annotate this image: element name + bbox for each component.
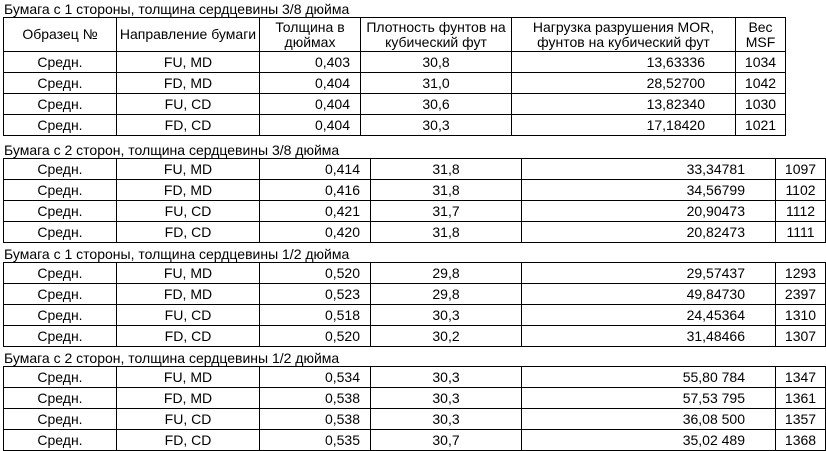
table-row xyxy=(4,388,826,409)
cell-density: 31,8 xyxy=(371,222,522,243)
cell-mor: 13,82340 xyxy=(512,94,736,115)
table-row xyxy=(4,73,786,94)
cell-mor: 55,80 784 xyxy=(522,367,776,388)
cell-thickness: 0,416 xyxy=(260,180,371,201)
cell-weight: 1042 xyxy=(736,73,786,94)
cell-direction: FU, CD xyxy=(117,409,260,430)
cell-sample: Средн. xyxy=(4,305,117,326)
cell-thickness: 0,420 xyxy=(260,222,371,243)
header-weight: Вес MSF xyxy=(736,18,786,52)
data-table-1 xyxy=(3,17,786,136)
cell-thickness: 0,535 xyxy=(260,430,371,451)
cell-density: 30,8 xyxy=(361,52,512,73)
table-row xyxy=(4,115,786,136)
cell-sample: Средн. xyxy=(4,201,117,222)
cell-mor: 33,34781 xyxy=(522,159,776,180)
cell-density: 31,8 xyxy=(371,180,522,201)
cell-thickness: 0,538 xyxy=(260,409,371,430)
table-row xyxy=(4,52,786,73)
cell-mor: 57,53 795 xyxy=(522,388,776,409)
cell-density: 31,8 xyxy=(371,159,522,180)
cell-mor: 31,48466 xyxy=(522,326,776,347)
header-thickness: Толщина в дюймах xyxy=(260,18,361,52)
cell-weight: 1357 xyxy=(776,409,826,430)
cell-mor: 13,63336 xyxy=(512,52,736,73)
cell-weight: 1111 xyxy=(776,222,826,243)
cell-sample: Средн. xyxy=(4,409,117,430)
data-table-3 xyxy=(3,262,826,347)
cell-thickness: 0,403 xyxy=(260,52,361,73)
cell-weight: 1102 xyxy=(776,180,826,201)
cell-mor: 20,82473 xyxy=(522,222,776,243)
cell-thickness: 0,421 xyxy=(260,201,371,222)
cell-weight: 1361 xyxy=(776,388,826,409)
header-density: Плотность фунтов на кубический фут xyxy=(361,18,512,52)
table-row xyxy=(4,180,826,201)
cell-direction: FU, MD xyxy=(117,52,260,73)
cell-thickness: 0,523 xyxy=(260,284,371,305)
table-row xyxy=(4,367,826,388)
cell-direction: FD, MD xyxy=(117,388,260,409)
cell-thickness: 0,404 xyxy=(260,73,361,94)
data-table-4 xyxy=(3,366,826,451)
cell-direction: FU, MD xyxy=(117,263,260,284)
cell-sample: Средн. xyxy=(4,430,117,451)
cell-sample: Средн. xyxy=(4,388,117,409)
cell-direction: FU, MD xyxy=(117,159,260,180)
table-row xyxy=(4,201,826,222)
cell-sample: Средн. xyxy=(4,73,117,94)
cell-sample: Средн. xyxy=(4,326,117,347)
cell-density: 31,7 xyxy=(371,201,522,222)
cell-mor: 17,18420 xyxy=(512,115,736,136)
cell-density: 30,3 xyxy=(371,388,522,409)
table-row xyxy=(4,284,826,305)
cell-sample: Средн. xyxy=(4,284,117,305)
header-sample: Образец № xyxy=(4,18,117,52)
cell-direction: FU, MD xyxy=(117,367,260,388)
cell-density: 30,2 xyxy=(371,326,522,347)
cell-direction: FD, CD xyxy=(117,430,260,451)
cell-weight: 1030 xyxy=(736,94,786,115)
cell-weight: 1112 xyxy=(776,201,826,222)
cell-direction: FD, CD xyxy=(117,326,260,347)
header-row xyxy=(4,18,786,52)
header-mor: Нагрузка разрушения MOR, фунтов на кубический фут xyxy=(512,18,736,52)
cell-thickness: 0,404 xyxy=(260,115,361,136)
table-row xyxy=(4,222,826,243)
cell-weight: 1310 xyxy=(776,305,826,326)
table-row xyxy=(4,94,786,115)
cell-sample: Средн. xyxy=(4,180,117,201)
cell-density: 31,0 xyxy=(361,73,512,94)
cell-weight: 1368 xyxy=(776,430,826,451)
cell-sample: Средн. xyxy=(4,159,117,180)
cell-weight: 1097 xyxy=(776,159,826,180)
cell-mor: 24,45364 xyxy=(522,305,776,326)
cell-mor: 34,56799 xyxy=(522,180,776,201)
table-row xyxy=(4,430,826,451)
cell-density: 29,8 xyxy=(371,284,522,305)
cell-density: 29,8 xyxy=(371,263,522,284)
cell-density: 30,3 xyxy=(361,115,512,136)
cell-mor: 35,02 489 xyxy=(522,430,776,451)
cell-density: 30,3 xyxy=(371,305,522,326)
table-row xyxy=(4,159,826,180)
cell-direction: FD, MD xyxy=(117,180,260,201)
cell-sample: Средн. xyxy=(4,52,117,73)
cell-weight: 2397 xyxy=(776,284,826,305)
cell-direction: FD, CD xyxy=(117,222,260,243)
table-row xyxy=(4,305,826,326)
cell-sample: Средн. xyxy=(4,263,117,284)
section-title-3: Бумага с 1 стороны, толщина сердцевины 1/2 дюйма xyxy=(4,246,350,262)
cell-direction: FD, MD xyxy=(117,284,260,305)
cell-weight: 1021 xyxy=(736,115,786,136)
cell-density: 30,3 xyxy=(371,409,522,430)
cell-weight: 1034 xyxy=(736,52,786,73)
cell-direction: FD, CD xyxy=(117,115,260,136)
cell-weight: 1347 xyxy=(776,367,826,388)
cell-thickness: 0,520 xyxy=(260,263,371,284)
cell-density: 30,6 xyxy=(361,94,512,115)
cell-thickness: 0,404 xyxy=(260,94,361,115)
cell-thickness: 0,414 xyxy=(260,159,371,180)
table-row xyxy=(4,263,826,284)
section-title-2: Бумага с 2 сторон, толщина сердцевины 3/8 дюйма xyxy=(4,142,340,158)
cell-density: 30,7 xyxy=(371,430,522,451)
cell-thickness: 0,534 xyxy=(260,367,371,388)
table-row xyxy=(4,326,826,347)
cell-direction: FD, MD xyxy=(117,73,260,94)
cell-direction: FU, CD xyxy=(117,94,260,115)
cell-weight: 1293 xyxy=(776,263,826,284)
cell-mor: 36,08 500 xyxy=(522,409,776,430)
section-title-4: Бумага с 2 сторон, толщина сердцевины 1/2 дюйма xyxy=(4,350,340,366)
header-direction: Направление бумаги xyxy=(117,18,260,52)
section-title-1: Бумага с 1 стороны, толщина сердцевины 3/8 дюйма xyxy=(4,1,350,17)
cell-mor: 28,52700 xyxy=(512,73,736,94)
data-table-2 xyxy=(3,158,826,243)
cell-sample: Средн. xyxy=(4,115,117,136)
cell-thickness: 0,538 xyxy=(260,388,371,409)
cell-direction: FU, CD xyxy=(117,305,260,326)
cell-weight: 1307 xyxy=(776,326,826,347)
cell-mor: 49,84730 xyxy=(522,284,776,305)
cell-mor: 29,57437 xyxy=(522,263,776,284)
cell-thickness: 0,518 xyxy=(260,305,371,326)
cell-mor: 20,90473 xyxy=(522,201,776,222)
cell-sample: Средн. xyxy=(4,222,117,243)
cell-sample: Средн. xyxy=(4,94,117,115)
cell-sample: Средн. xyxy=(4,367,117,388)
cell-direction: FU, CD xyxy=(117,201,260,222)
cell-density: 30,3 xyxy=(371,367,522,388)
cell-thickness: 0,520 xyxy=(260,326,371,347)
table-row xyxy=(4,409,826,430)
